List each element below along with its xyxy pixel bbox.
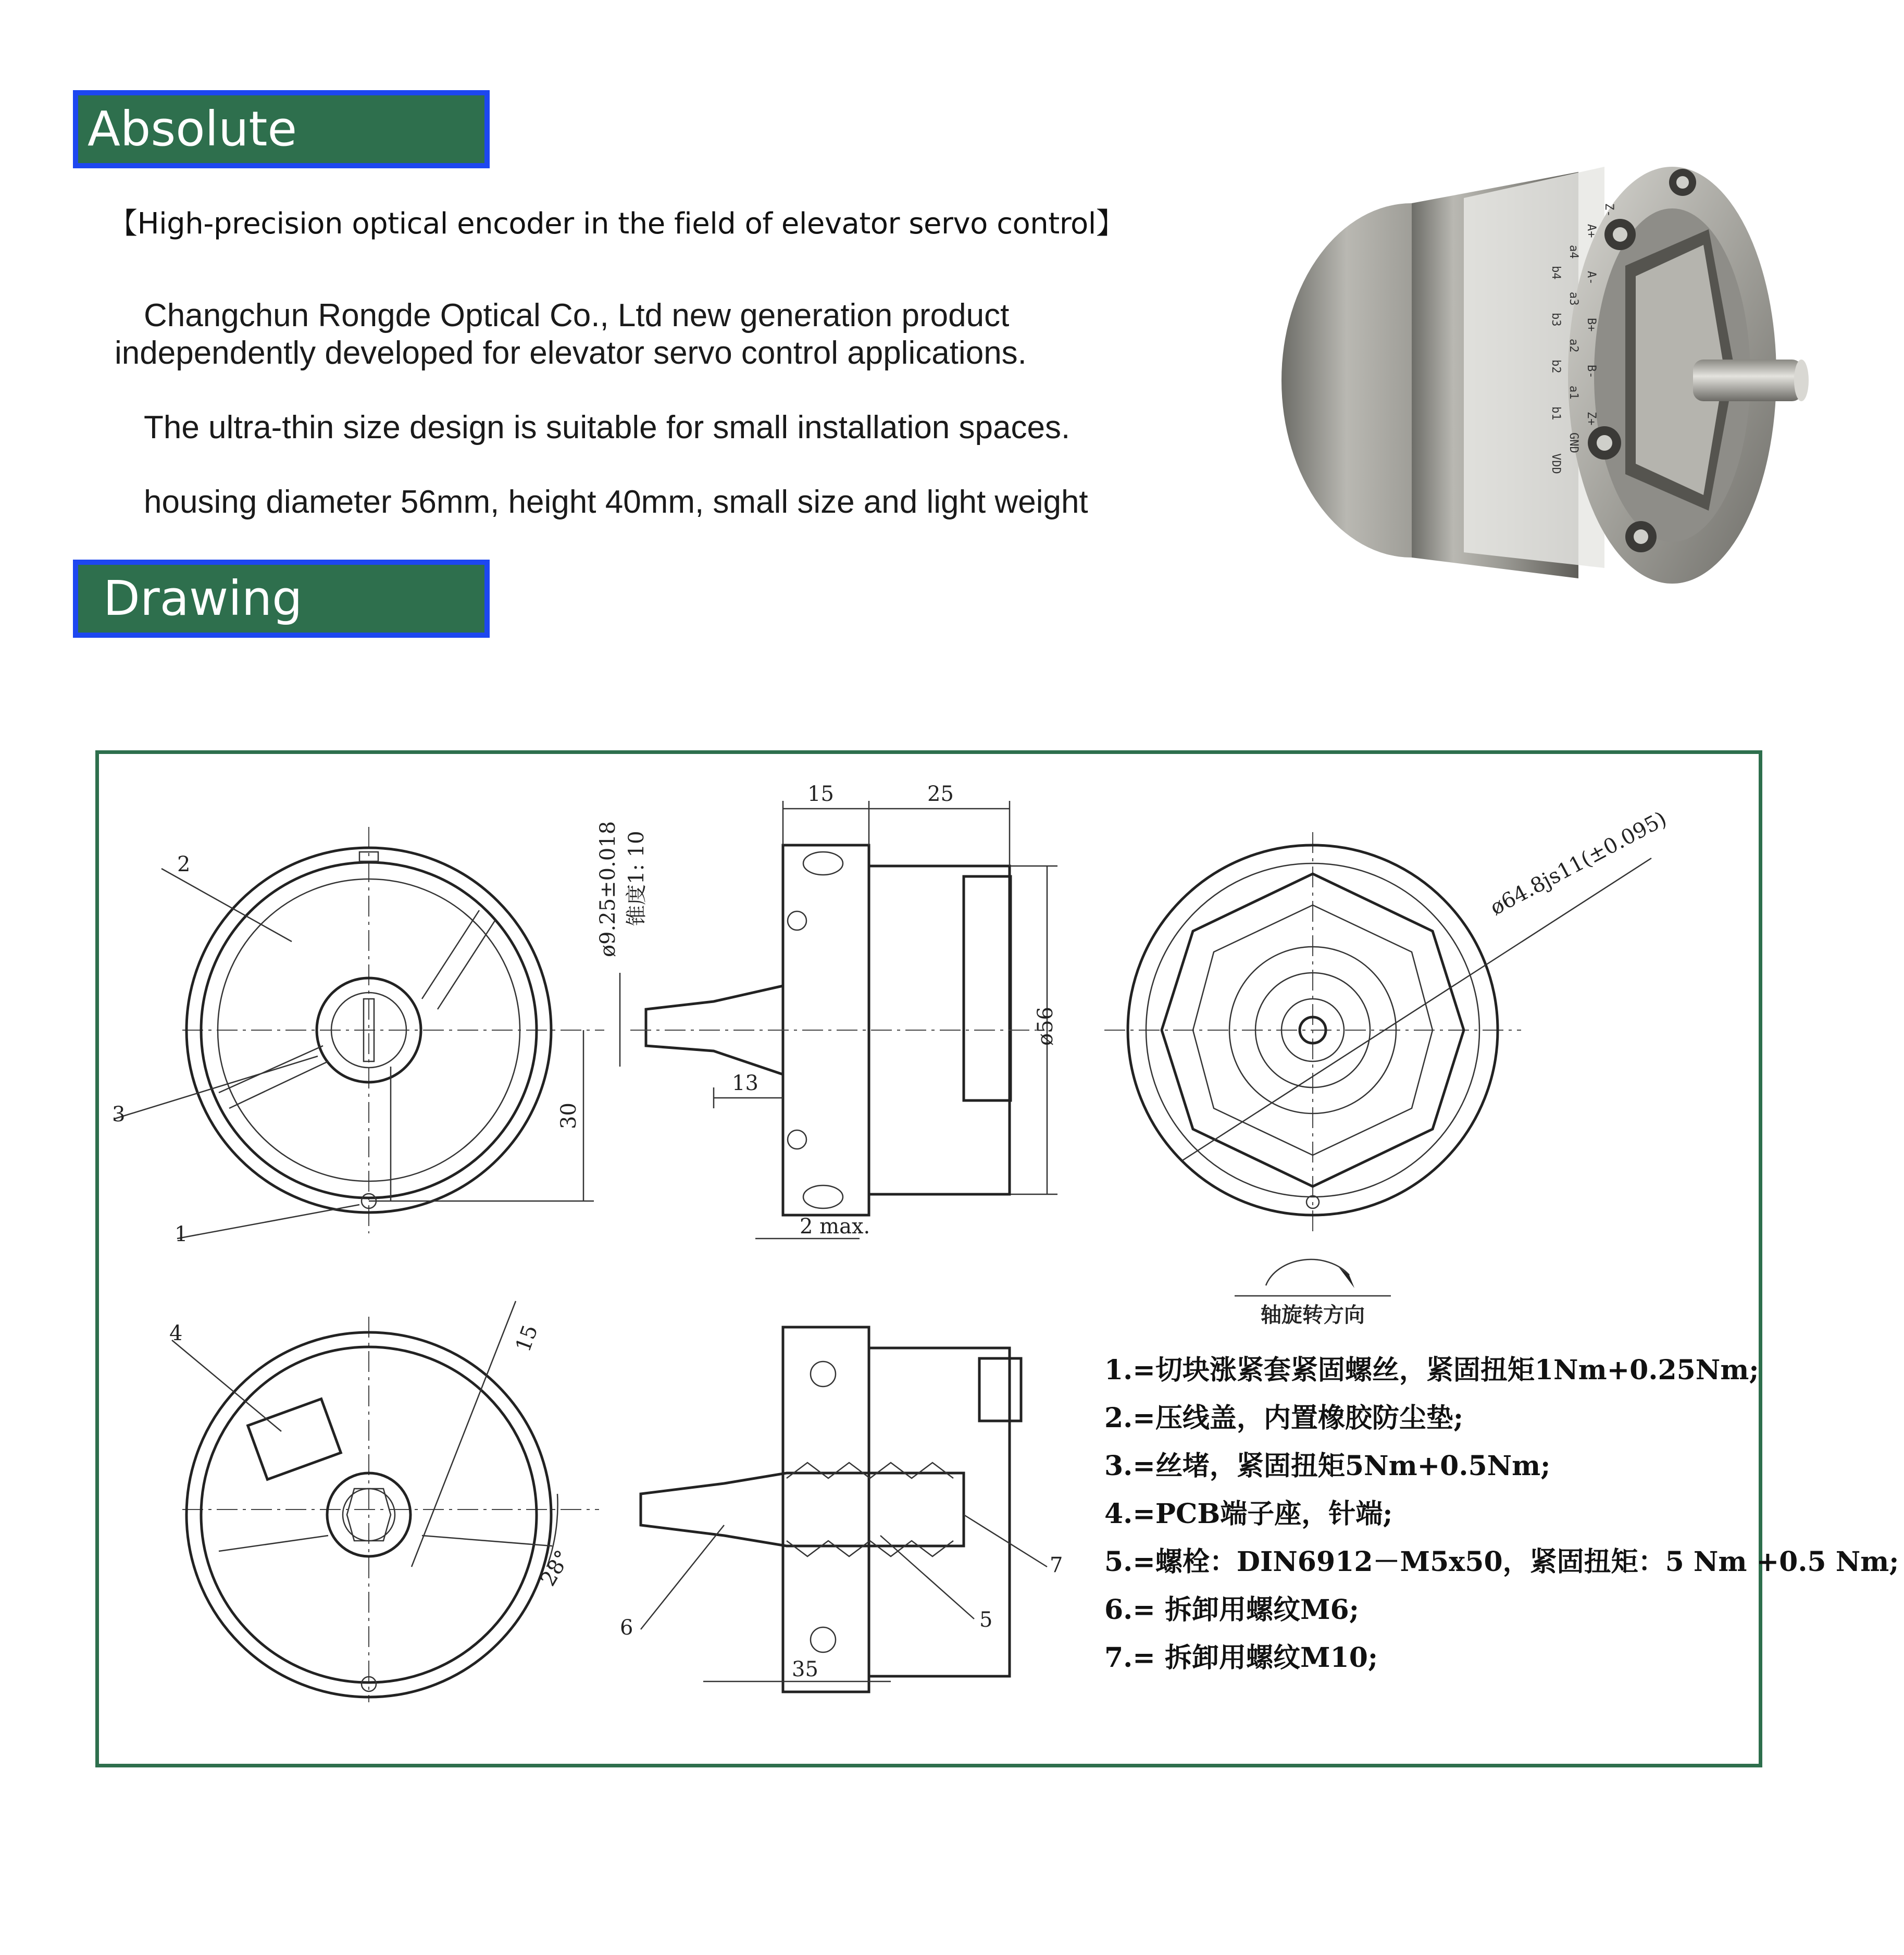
callout-7: 7 xyxy=(1050,1553,1063,1577)
paragraph-size: The ultra-thin size design is suitable for small installation spaces. xyxy=(144,410,1071,446)
note-5: 5.=螺栓：DIN6912－M5x50，紧固扭矩：5 Nm +0.5 Nm; xyxy=(1104,1546,1899,1578)
pin-label: b3 xyxy=(1549,313,1562,327)
slot-hole xyxy=(803,852,843,875)
dim-28deg: 28° xyxy=(536,1546,576,1590)
shaft xyxy=(1693,360,1802,401)
callout-6: 6 xyxy=(620,1616,633,1640)
flange xyxy=(783,1327,869,1692)
leader-5 xyxy=(880,1536,974,1619)
connector xyxy=(979,1358,1021,1421)
pin-label: B+ xyxy=(1585,318,1598,332)
note-3: 3.=丝堵，紧固扭矩5Nm+0.5Nm; xyxy=(1104,1450,1551,1482)
pin-label: GND xyxy=(1567,432,1580,453)
screw xyxy=(811,1627,836,1652)
screw xyxy=(788,1130,806,1149)
section-title: Absolute Encoder xyxy=(88,101,297,225)
screw xyxy=(788,911,806,930)
pin-label: Z+ xyxy=(1585,412,1598,426)
section-header-drawing xyxy=(73,560,490,638)
connector xyxy=(964,876,1011,1100)
dim-15b: 15 xyxy=(511,1321,543,1355)
leader-7 xyxy=(964,1515,1047,1567)
dim-taper: 锥度1: 10 xyxy=(625,831,649,926)
leader-3 xyxy=(115,1056,318,1119)
dim-15: 15 xyxy=(807,782,834,806)
notes-list xyxy=(1104,1354,1899,1674)
pin-label: b1 xyxy=(1549,406,1562,420)
pin-label: a4 xyxy=(1567,245,1580,259)
dim-shaft-diameter: ø9.25±0.018 xyxy=(596,821,620,957)
view-front-top xyxy=(112,827,604,1246)
arrow-head-icon xyxy=(1339,1267,1354,1288)
callout-3: 3 xyxy=(112,1103,126,1127)
leader-1 xyxy=(177,1205,359,1239)
note-6: 6.= 拆卸用螺纹M6; xyxy=(1104,1594,1359,1626)
pcb-connector xyxy=(248,1399,341,1480)
pin-label: Z- xyxy=(1602,203,1615,217)
leader-2 xyxy=(161,869,292,942)
view-side-top xyxy=(596,782,1057,1239)
pin-label: a3 xyxy=(1567,292,1580,306)
callout-5: 5 xyxy=(979,1608,993,1632)
screw-icon xyxy=(1597,435,1612,451)
technical-drawing-frame xyxy=(95,750,1899,1767)
callout-1: 1 xyxy=(175,1222,188,1246)
pin-label: a2 xyxy=(1567,339,1580,353)
note-1: 1.=切块涨紧套紧固螺丝，紧固扭矩1Nm+0.25Nm; xyxy=(1104,1354,1759,1386)
dim-d56: ø56 xyxy=(1034,1007,1057,1046)
dim-30: 30 xyxy=(557,1103,581,1129)
shaft-section xyxy=(641,1473,964,1546)
note-4: 4.=PCB端子座，针端; xyxy=(1104,1498,1393,1530)
pcb-outline xyxy=(219,1536,552,1551)
leader-6 xyxy=(641,1525,724,1629)
dim-flange: ø64.8js11(±0.095) xyxy=(1486,807,1671,920)
pin-label: A+ xyxy=(1585,224,1598,238)
section-title: Drawing xyxy=(103,571,303,626)
slot-hole xyxy=(803,1185,843,1208)
technical-drawing xyxy=(99,754,1899,1764)
screw xyxy=(811,1362,836,1387)
screw-icon xyxy=(1634,529,1648,544)
pin-label: b4 xyxy=(1549,266,1562,280)
screw-icon xyxy=(1613,227,1627,242)
paragraph-dimensions: housing diameter 56mm, height 40mm, small size and light weight xyxy=(144,484,1088,520)
pin-label: A- xyxy=(1585,271,1598,285)
product-subtitle: 【High-precision optical encoder in the field of elevator servo control】 xyxy=(108,207,1125,241)
pin-label: VDD xyxy=(1549,453,1562,474)
screw-icon xyxy=(1676,176,1689,189)
pin-label: b2 xyxy=(1549,360,1562,374)
note-7: 7.= 拆卸用螺纹M10; xyxy=(1104,1642,1378,1674)
section-header-absolute-encoder xyxy=(73,90,490,225)
paragraph-intro: Changchun Rongde Optical Co., Ltd new generation product independently developed for elevator servo control applications. xyxy=(115,298,1027,371)
rotation-label: 轴旋转方向 xyxy=(1261,1303,1365,1327)
dim-13: 13 xyxy=(732,1071,758,1095)
view-front-bottom xyxy=(169,1301,599,1702)
note-2: 2.=压线盖，内置橡胶防尘垫; xyxy=(1104,1402,1464,1434)
dim-35: 35 xyxy=(792,1657,818,1681)
pin-label: a1 xyxy=(1567,386,1580,400)
rotation-arrow-icon xyxy=(1266,1259,1349,1285)
dim-2max: 2 max. xyxy=(800,1215,870,1239)
shaft-end xyxy=(1794,360,1809,401)
cover-lines xyxy=(219,910,495,1108)
callout-2: 2 xyxy=(177,852,191,876)
pin-label: B- xyxy=(1585,365,1598,379)
view-section-bottom xyxy=(620,1327,1063,1692)
callout-4: 4 xyxy=(169,1321,183,1345)
dim-25: 25 xyxy=(927,782,954,806)
encoder-product-photo xyxy=(1240,109,1813,610)
view-rear-top xyxy=(1104,807,1671,1327)
leader-4 xyxy=(172,1340,281,1431)
